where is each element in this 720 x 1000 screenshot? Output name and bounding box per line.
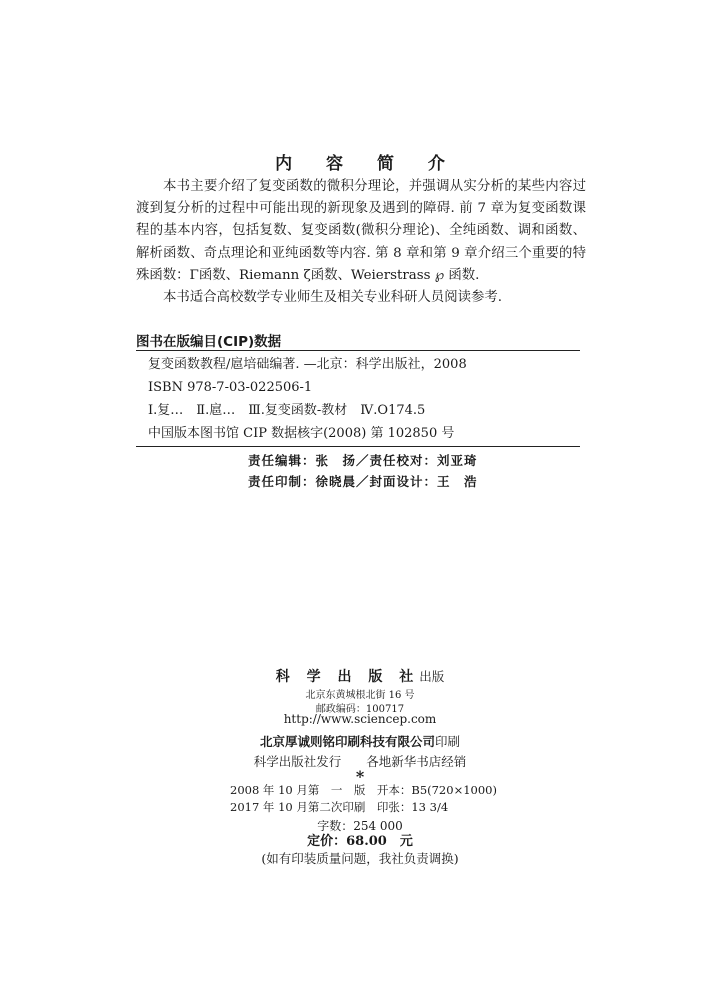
printer-suffix: 印刷 (435, 734, 461, 749)
printer-name: 北京厚诚则铭印刷科技有限公司 (259, 734, 435, 749)
publisher-address: 北京东黄城根北街 16 号 (305, 690, 415, 701)
distribution-line: 科学出版社发行 各地新华书店经销 (253, 754, 467, 769)
publisher-line (0, 666, 720, 686)
publisher-url: http://www.sciencep.com (283, 712, 437, 726)
cip-heading: 图书在版编目(CIP)数据 (136, 334, 282, 350)
cip-rule (136, 350, 580, 351)
quality-notice: (如有印装质量问题，我社负责调换) (261, 851, 459, 866)
edition-line: 2017 年 10 月第二次印刷 印张：13 3/4 (230, 800, 449, 814)
summary-body (136, 176, 586, 309)
publisher-name: 科 学 出 版 社 (275, 669, 420, 685)
summary-paragraph: 本书适合高校数学专业师生及相关专业科研人员阅读参考. (163, 290, 503, 306)
credits-line: 责任印制：徐晓晨／封面设计：王 浩 (248, 474, 478, 489)
wordcount: 字数：254 000 (317, 819, 403, 833)
separator-star: * (355, 767, 365, 786)
publisher-suffix: 出版 (419, 669, 445, 684)
publisher-postcode: 邮政编码：100717 (315, 704, 405, 715)
price: 定价：68.00 元 (307, 834, 413, 849)
credits-line: 责任编辑：张 扬／责任校对：刘亚琦 (248, 453, 478, 468)
cip-line: 中国版本图书馆 CIP 数据核字(2008) 第 102850 号 (148, 426, 455, 441)
cip-rule (136, 446, 580, 447)
cip-line: ISBN 978-7-03-022506-1 (148, 380, 313, 395)
cip-line: 复变函数教程/扈培础编著. —北京：科学出版社，2008 (148, 357, 467, 372)
cip-line: Ⅰ.复… Ⅱ.扈… Ⅲ.复变函数-教材 Ⅳ.O174.5 (148, 403, 426, 418)
summary-paragraph: 本书主要介绍了复变函数的微积分理论，并强调从实分析的某些内容过渡到复分析的过程中可能出现的新现象及遇到的障碍. 前 7 章为复变函数课程的基本内容，包括复数、复变函数(微积分理论)、全纯函数、调和函数、解析函数、奇点理论和亚纯函数等内容. 第 8 章和第 9 章介绍三个重要的特殊函数：Γ函数、Riemann ζ函数、Weierstrass ℘ 函数. (136, 179, 586, 283)
summary-title: 内 容 简 介 (275, 154, 459, 174)
edition-line: 2008 年 10 月第 一 版 开本：B5(720×1000) (230, 783, 497, 797)
printer-line (0, 731, 720, 750)
